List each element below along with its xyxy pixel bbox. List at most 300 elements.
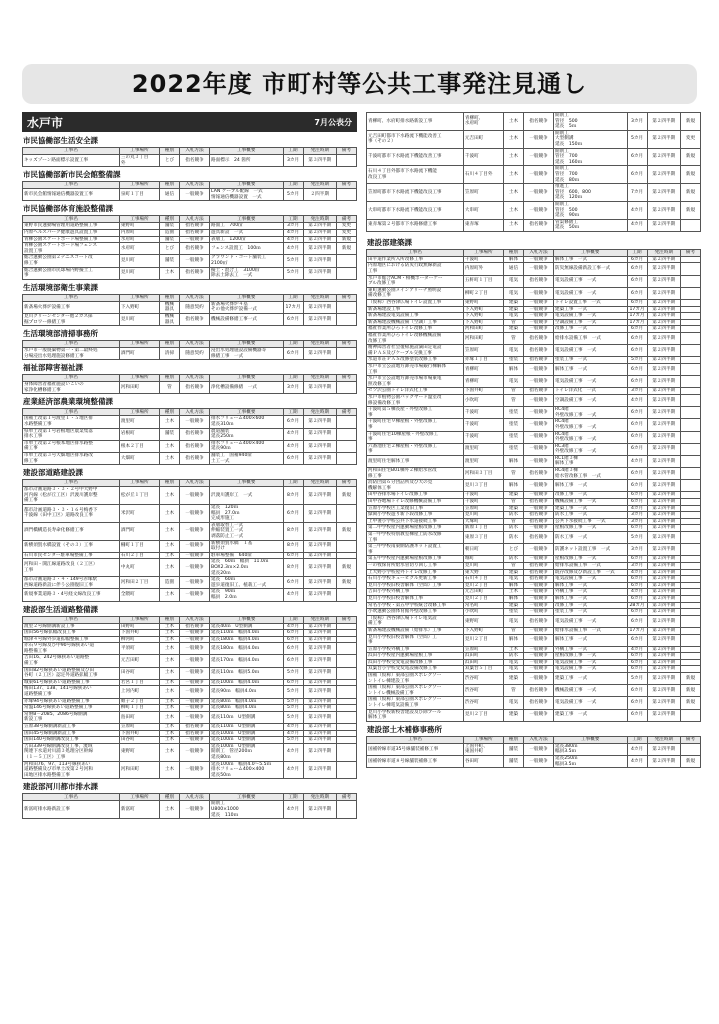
table-cell: 電気設備工事 一式 xyxy=(554,666,627,673)
table-cell xyxy=(680,407,700,419)
table-cell: 一般競争 xyxy=(523,666,553,673)
table-cell: 指名競争 xyxy=(179,453,209,465)
column-header: 工事場所 xyxy=(119,794,159,801)
table-cell: 土木 xyxy=(159,589,179,601)
table-cell: 4カ月 xyxy=(283,623,303,630)
table-cell: 土木 xyxy=(159,636,179,643)
table-cell: 電気 xyxy=(503,576,523,583)
table-cell: 新規 xyxy=(680,685,700,697)
table-cell xyxy=(336,801,356,819)
table-cell: 青柳公園スケートボード場フェンス 設置工事 xyxy=(23,243,120,255)
table-row xyxy=(23,589,357,601)
table-cell: 一般競争 xyxy=(179,522,209,540)
left-section-3-table xyxy=(22,294,357,326)
table-cell: 管 xyxy=(503,499,523,506)
table-cell: 東野町 xyxy=(119,743,159,761)
table-cell: 管 xyxy=(503,394,523,406)
table-row xyxy=(23,577,357,589)
table-cell: 第２四半期 xyxy=(647,166,680,184)
table-cell: 管 xyxy=(503,468,523,480)
table-cell: 建築 xyxy=(503,569,523,576)
table-cell: 一般競争 xyxy=(523,646,553,653)
column-header: 備考 xyxy=(336,375,356,382)
table-cell: 防災無線設備新設工事一式 xyxy=(554,263,627,275)
table-cell: 一般競争 xyxy=(523,263,553,275)
table-cell: 第３四半期 xyxy=(303,382,336,394)
table-cell: 一般競争 xyxy=(179,416,209,428)
table-cell: 排水フリューム400×400 延長90ｍ xyxy=(210,440,283,452)
table-row xyxy=(367,376,701,388)
table-cell: 第一中学校特別教室棟屋上防水改修 工事 xyxy=(367,532,464,544)
table-cell: グラウンド・コート舗装工 2100㎡ xyxy=(210,255,283,267)
table-cell: 平須町 xyxy=(119,643,159,655)
table-cell: 解体工事 一式 xyxy=(554,363,627,375)
column-header: 備考 xyxy=(336,616,356,623)
table-cell: 松が丘１丁目 xyxy=(119,487,159,505)
column-header: 工期 xyxy=(627,736,647,743)
table-cell: 防護ネット設置工事 一式 xyxy=(554,544,627,556)
table-cell: 一般競争 xyxy=(179,643,209,655)
table-cell xyxy=(336,743,356,761)
table-row xyxy=(23,698,357,705)
table-row xyxy=(23,761,357,779)
table-cell: 解体工事 一式 xyxy=(554,595,627,602)
table-cell: 東野町 xyxy=(463,300,503,307)
table-cell: 土木 xyxy=(159,487,179,505)
table-cell: 第２四半期 xyxy=(303,623,336,630)
table-cell xyxy=(680,326,700,333)
table-cell: 国補（仮称）東部公園スポレクゾー ントイレ棟建設工事 xyxy=(367,673,464,685)
left-section-7-table xyxy=(22,479,357,601)
section-title: 建設部土木補修事務所 xyxy=(367,724,442,734)
table-cell: 解体 xyxy=(503,256,523,263)
table-cell: 一般競争 xyxy=(523,184,553,202)
table-cell: 石川小学校キュービクル更新工事 xyxy=(367,576,464,583)
table-cell: 国補幹線市道35号線舗装補修工事 xyxy=(367,743,464,755)
table-cell: 千波町住宅10棟屋根・外壁改修工 事 xyxy=(367,431,464,443)
table-cell xyxy=(680,431,700,443)
table-cell: 4カ月 xyxy=(283,236,303,243)
column-header: 工事概要 xyxy=(210,182,283,189)
table-cell: 国補（仮称）東部公園スポレクゾー ントイレ棟電気設備工事 xyxy=(367,697,464,709)
table-cell: 第２四半期 xyxy=(647,525,680,532)
table-cell xyxy=(680,419,700,431)
table-cell: 千波町住宅９棟屋根・外壁改修工 事 xyxy=(367,419,464,431)
table-cell: とび xyxy=(503,544,523,556)
table-cell xyxy=(680,443,700,455)
table-cell: 河和田76、97、113号線狭あい 道路整備及び市単土改第２号河和 田地区排水路整備工事 xyxy=(23,761,120,779)
table-cell xyxy=(336,440,356,452)
table-cell: 指名競争 xyxy=(179,155,209,167)
column-header: 工事概要 xyxy=(210,794,283,801)
table-cell: 6カ月 xyxy=(627,499,647,506)
table-cell: 防水 xyxy=(503,653,523,660)
table-cell: 一般競争 xyxy=(179,711,209,723)
table-row xyxy=(23,724,357,731)
table-cell: 新富町排水路新設工事 xyxy=(23,801,120,819)
table-cell: 常名町 xyxy=(463,602,503,609)
table-cell: 内原地区における防災行政無線新設 工事 xyxy=(367,263,464,275)
table-cell: 田中谷地場トイレ改修機械設備工事 xyxy=(367,499,464,506)
table-cell: 渡里町 xyxy=(463,455,503,467)
table-cell xyxy=(336,505,356,523)
table-row xyxy=(367,512,701,519)
column-header: 工事概要 xyxy=(210,148,283,155)
table-cell: 渋谷町 xyxy=(463,685,503,697)
table-cell: 土木 xyxy=(159,730,179,737)
table-row xyxy=(367,589,701,596)
table-cell: 3カ月 xyxy=(627,512,647,519)
table-cell: 土木 xyxy=(159,705,179,712)
table-cell: 6カ月 xyxy=(627,326,647,333)
table-header-row xyxy=(367,736,701,743)
table-cell: 管 xyxy=(503,388,523,395)
table-cell: 国田45号線側溝新設工事 xyxy=(23,730,120,737)
table-cell: 第２四半期 xyxy=(647,646,680,653)
column-header: 発注時期 xyxy=(303,375,336,382)
table-cell: 第２四半期 xyxy=(647,113,680,131)
table-cell: 機械 器具 xyxy=(159,301,179,313)
table-row xyxy=(367,407,701,419)
table-cell: 第２四半期 xyxy=(303,737,336,744)
table-cell: 笠原町 xyxy=(119,724,159,731)
table-cell xyxy=(680,525,700,532)
column-header: 発注時期 xyxy=(303,409,336,416)
table-cell: 第２四半期 xyxy=(647,653,680,660)
table-cell: 指名競争 xyxy=(179,229,209,236)
table-row xyxy=(23,636,357,643)
table-cell: 赤塚94号線狭あい道路整備工事 xyxy=(23,698,120,705)
table-cell: セツ沢公園トイレ洋式化工事 xyxy=(367,388,464,395)
table-cell: 第２四半期 xyxy=(647,709,680,721)
table-cell: 水道市荘ＰＡＳ改修塗装改修工事 xyxy=(367,357,464,364)
table-cell: 見川クリーンセンター他２ガス採 掘プロワー修繕工事 xyxy=(23,313,120,325)
table-cell: 青柳町、水府町排水路新設工事 xyxy=(367,113,464,131)
table-cell: 一般競争 xyxy=(179,667,209,679)
table-cell: 田谷町 xyxy=(119,667,159,679)
page-title: 2022年度 市町村等公共工事発注見通し xyxy=(131,70,588,98)
table-cell: 6カ月 xyxy=(627,345,647,357)
table-cell: 6カ月 xyxy=(627,659,647,666)
table-cell: 一般競争 xyxy=(179,540,209,552)
table-cell: 双葉台５丁目 xyxy=(463,666,503,673)
table-cell: 若宮１丁目 xyxy=(119,679,159,686)
column-header: 工事概要 xyxy=(210,216,283,223)
table-cell: 東赤塚第２号都市下水路修繕工事 xyxy=(367,219,464,231)
table-cell: 6カ月 xyxy=(627,363,647,375)
table-cell: 5カ月 xyxy=(283,711,303,723)
table-cell: 一般競争 xyxy=(179,255,209,267)
table-cell: 見川小学校旧校舎解体（空間）工事 xyxy=(367,582,464,589)
column-header: 入札方法 xyxy=(179,794,209,801)
table-cell: 梅田137、138、141号線狭あい 道路整備工事 xyxy=(23,686,120,698)
table-cell: 土木 xyxy=(503,646,523,653)
left-section-0-table xyxy=(22,147,357,167)
table-cell: 第２四半期 xyxy=(647,148,680,166)
column-header: 工事場所 xyxy=(119,616,159,623)
table-cell: 土木 xyxy=(159,743,179,761)
table-cell xyxy=(680,556,700,563)
table-cell: 延長110ｍ U型側溝 xyxy=(210,711,283,723)
table-cell: 六番池住宅２棟屋根・外壁改修工 事 xyxy=(367,443,464,455)
table-cell: 土木 xyxy=(159,711,179,723)
column-header: 備考 xyxy=(336,480,356,487)
table-cell: 随意契約 xyxy=(179,348,209,360)
table-cell: 東野市民運動場管理用道路整備工事 xyxy=(23,223,120,230)
column-header: 工期 xyxy=(283,375,303,382)
table-row xyxy=(367,544,701,556)
table-cell: 第２四半期 xyxy=(647,357,680,364)
table-row xyxy=(23,428,357,440)
table-cell: 6カ月 xyxy=(627,407,647,419)
table-row xyxy=(367,431,701,443)
table-cell: 第３四半期 xyxy=(303,267,336,279)
table-cell: 一般競争 xyxy=(523,582,553,589)
table-cell: 第２四半期 xyxy=(303,416,336,428)
table-cell: 土木 xyxy=(159,679,179,686)
section-title: 市民協働部体育施設整備課 xyxy=(23,204,113,214)
table-cell: 一般競争 xyxy=(523,627,553,634)
left-section-8-table xyxy=(22,616,357,780)
table-cell: 常盤146号線狭あい道路整備工事 xyxy=(23,705,120,712)
table-cell: 4カ月 xyxy=(283,801,303,819)
column-header: 工事名 xyxy=(367,249,464,256)
city-header xyxy=(22,112,357,132)
table-cell: 随意契約 xyxy=(179,301,209,313)
table-cell xyxy=(336,643,356,655)
table-cell xyxy=(336,636,356,643)
table-cell: 中丸町 xyxy=(119,559,159,577)
table-cell: 石川４丁目外 xyxy=(463,166,503,184)
table-cell: 管 xyxy=(503,333,523,345)
table-cell: 一般競争 xyxy=(523,480,553,492)
table-cell: 建築 xyxy=(503,673,523,685)
table-cell: 建築工事 一式 xyxy=(554,709,627,721)
table-cell: 新規 xyxy=(680,113,700,131)
table-header-row xyxy=(23,480,357,487)
table-cell xyxy=(680,345,700,357)
table-cell: 一般競争 xyxy=(523,256,553,263)
left-section-9-table xyxy=(22,793,357,819)
table-cell: 水府町 xyxy=(119,243,159,255)
table-cell: 国補（仮称）東部公園スポレクゾー ントイレ機械設備工事 xyxy=(367,685,464,697)
table-cell: 堀町 xyxy=(463,556,503,563)
table-cell xyxy=(680,287,700,299)
table-cell xyxy=(680,313,700,320)
table-cell: 土木 xyxy=(159,416,179,428)
table-cell xyxy=(336,724,356,731)
table-cell: 第２四半期 xyxy=(303,559,336,577)
table-cell xyxy=(336,667,356,679)
table-cell: 第三中学校南東側防護ネット設置工 事 xyxy=(367,544,464,556)
table-cell: 一般競争 xyxy=(523,326,553,333)
table-cell xyxy=(336,255,356,267)
table-cell: 防水工事 一式 xyxy=(554,512,627,519)
column-header: 工期 xyxy=(283,216,303,223)
table-cell: 4カ月 xyxy=(283,229,303,236)
table-cell: 笠原小学校区工業復旧工事 xyxy=(367,505,464,512)
table-cell xyxy=(680,615,700,627)
table-cell xyxy=(680,263,700,275)
table-cell: 一般競争 xyxy=(523,376,553,388)
table-cell xyxy=(680,569,700,576)
table-cell: 延長 60ｍ 遊歩道復旧工、植栽工一式 xyxy=(210,577,283,589)
table-cell: 見川小学校旧校舎解体工事 xyxy=(367,595,464,602)
table-row xyxy=(23,686,357,698)
column-header: 入札方法 xyxy=(179,480,209,487)
left-section-4-table xyxy=(22,340,357,360)
table-cell: 一般競争 xyxy=(523,455,553,467)
table-cell: 4カ月 xyxy=(627,589,647,596)
table-cell: 新斎場建設工事 xyxy=(367,306,464,313)
table-cell: 第２四半期 xyxy=(303,679,336,686)
table-cell xyxy=(680,376,700,388)
table-cell: 外構工事 一式 xyxy=(554,646,627,653)
table-cell: 延長80ｍ 幅員4.0ｍ xyxy=(210,705,283,712)
table-cell: 4カ月 xyxy=(627,394,647,406)
table-cell: 第２四半期 xyxy=(303,655,336,667)
table-cell: 上国井町、 東国井町 xyxy=(463,743,503,755)
table-cell: 第２四半期 xyxy=(647,201,680,219)
table-cell: 土木 xyxy=(159,540,179,552)
table-cell: 第２四半期 xyxy=(303,730,336,737)
table-cell: （仮称）西谷津広場トイレ電気設 備工事 xyxy=(367,615,464,627)
table-cell: 第２四半期 xyxy=(647,468,680,480)
table-row xyxy=(367,634,701,646)
table-cell: 防水 xyxy=(503,512,523,519)
table-cell: 第２四半期 xyxy=(647,685,680,697)
table-cell: 一般競争 xyxy=(523,130,553,148)
table-cell: トイレ設置工事 一式 xyxy=(554,300,627,307)
table-cell: 下国井町 xyxy=(463,388,503,395)
table-cell: 土木 xyxy=(159,737,179,744)
table-cell: 千波町 xyxy=(463,256,503,263)
table-cell: 笠原小学校外構工事 xyxy=(367,646,464,653)
table-cell: 延長110ｍ U型側溝 xyxy=(210,724,283,731)
column-header: 入札方法 xyxy=(179,409,209,416)
table-cell: 見川２丁目 xyxy=(463,634,503,646)
table-cell: 都市計画道路３・４・149号赤塚駅 西線道路新設に伴う公園復旧工事 xyxy=(23,577,120,589)
table-cell: 5カ月 xyxy=(283,705,303,712)
table-row xyxy=(367,492,701,499)
table-row xyxy=(23,243,357,255)
table-row xyxy=(367,556,701,563)
table-cell: 石川市民センター駐車場整備工事 xyxy=(23,552,120,559)
table-cell xyxy=(680,659,700,666)
table-cell: 国田140号線側溝改良工事 xyxy=(23,737,120,744)
table-cell: 解体 xyxy=(503,480,523,492)
table-cell: 空調設備工事 一式 xyxy=(554,394,627,406)
table-cell: 第２四半期 xyxy=(303,223,336,230)
left-section-2-table xyxy=(22,215,357,279)
table-cell: 指名競争 xyxy=(523,615,553,627)
table-cell: 一般競争 xyxy=(179,636,209,643)
table-cell: 土木 xyxy=(503,166,523,184)
table-cell: 通信 xyxy=(503,263,523,275)
table-cell: 路面標示 24 箇所 xyxy=(210,155,283,167)
table-cell: 8カ月 xyxy=(283,487,303,505)
table-cell: 6カ月 xyxy=(627,709,647,721)
column-header: 工事名 xyxy=(23,148,120,155)
table-cell: 第２四半期 xyxy=(303,686,336,698)
table-cell: 4カ月 xyxy=(627,201,647,219)
table-cell: 土木 xyxy=(159,440,179,452)
table-row xyxy=(367,443,701,455)
table-cell: 第２四半期 xyxy=(647,443,680,455)
table-cell: 県単土改第１号岩根地区農業集落 排水工事 xyxy=(23,428,120,440)
table-cell: トイレ洋式化 一式 xyxy=(554,388,627,395)
table-cell: 開削工 大型側溝 延長 150ｍ xyxy=(554,130,627,148)
table-cell: 新富町 xyxy=(119,801,159,819)
table-cell: 6カ月 xyxy=(627,634,647,646)
table-cell: 谷田町 xyxy=(463,756,503,768)
section-title: 建設部河川都市排水課 xyxy=(23,782,98,792)
table-cell: 千波町 xyxy=(463,419,503,431)
table-header-row xyxy=(367,249,701,256)
table-cell: 河和田町 xyxy=(463,326,503,333)
left-section-1-table xyxy=(22,181,357,201)
table-cell: 東野町 xyxy=(463,615,503,627)
table-cell: 第３四半期 xyxy=(647,602,680,609)
table-cell: 遊具新設 一式 xyxy=(210,229,283,236)
table-cell: 一般競争 xyxy=(523,166,553,184)
table-cell: 機械設備工事 一式 xyxy=(554,685,627,697)
right-top-table xyxy=(366,112,701,235)
table-cell: 赤石９号線及び中90号線狭あい道 路整備工事 xyxy=(23,643,120,655)
table-cell: 石川２丁目 xyxy=(119,552,159,559)
table-header-row xyxy=(23,409,357,416)
table-cell: 3カ月 xyxy=(627,562,647,569)
table-cell: 指名競争 xyxy=(523,113,553,131)
left-column xyxy=(22,112,357,1018)
table-cell: 第２四半期 xyxy=(647,634,680,646)
table-cell: 第２四半期 xyxy=(647,184,680,202)
table-cell: 柳町２丁目 xyxy=(463,287,503,299)
column-header: 入札方法 xyxy=(179,182,209,189)
table-cell: 一般競争 xyxy=(179,577,209,589)
table-cell: 土木 xyxy=(159,522,179,540)
table-cell: 第２四半期 xyxy=(303,724,336,731)
table-cell: 第２四半期 xyxy=(647,512,680,519)
table-cell: 電気設備工事 一式 xyxy=(554,313,627,320)
table-cell xyxy=(680,319,700,326)
table-cell: 土木 xyxy=(159,552,179,559)
table-cell: 土木 xyxy=(159,667,179,679)
table-row xyxy=(367,306,701,313)
table-cell: 第２四半期 xyxy=(647,589,680,596)
column-header: 工事概要 xyxy=(210,341,283,348)
table-cell xyxy=(336,655,356,667)
table-cell: 吉田339号線側溝改良工事、流域 関連下水道対川浦３処理分区幹線 （１－５工区）工事 xyxy=(23,743,120,761)
table-cell: 千波町 xyxy=(463,407,503,419)
table-cell: 17カ月 xyxy=(627,306,647,313)
table-row xyxy=(23,505,357,523)
table-cell: 指名競争 xyxy=(523,569,553,576)
table-cell: 6カ月 xyxy=(627,582,647,589)
table-cell: 塗装 xyxy=(503,443,523,455)
section-title: 建設部道路建設課 xyxy=(23,468,83,478)
table-cell: 延長100ｍ U型側溝 xyxy=(210,737,283,744)
table-cell: 一般競争 xyxy=(523,363,553,375)
column-header: 工期 xyxy=(283,794,303,801)
table-cell: 見川町 xyxy=(119,255,159,267)
table-row xyxy=(367,709,701,721)
table-cell: 電気 xyxy=(503,666,523,673)
column-header: 入札方法 xyxy=(179,148,209,155)
table-cell: 一般競争 xyxy=(523,287,553,299)
column-header: 工事概要 xyxy=(210,616,283,623)
section-title: 生活環境部衛生事業課 xyxy=(23,282,98,292)
